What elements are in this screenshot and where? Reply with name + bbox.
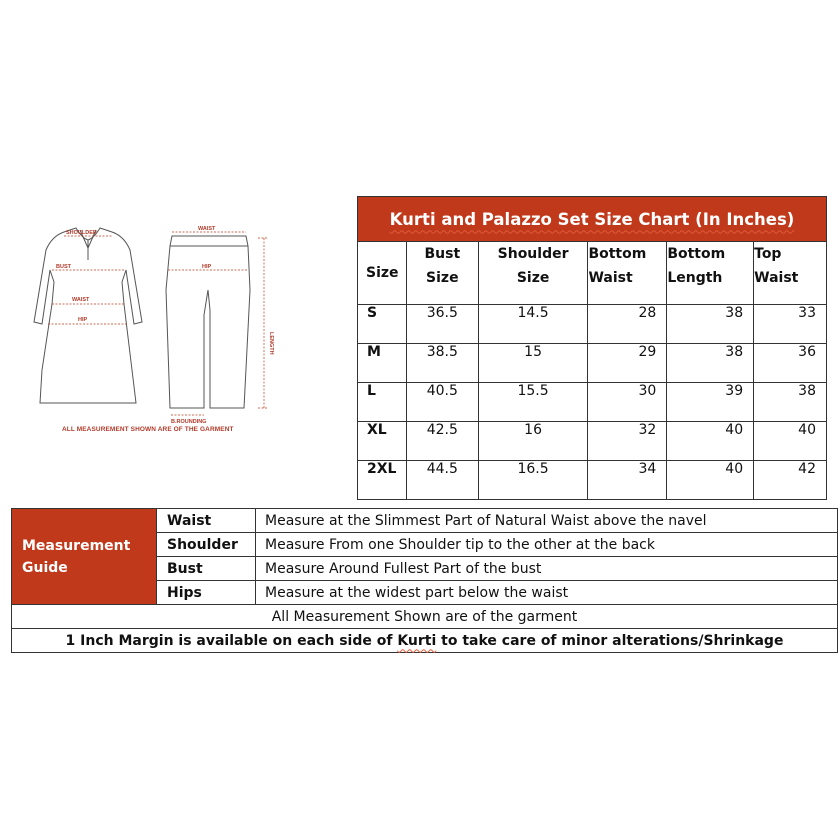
cell-bust: 38.5 bbox=[406, 344, 478, 383]
garment-illustration bbox=[28, 220, 298, 450]
cell-bottom-waist: 29 bbox=[588, 344, 667, 383]
kurti-outline bbox=[34, 228, 142, 403]
guide-description: Measure From one Shoulder tip to the other at the back bbox=[256, 533, 838, 557]
palazzo-label-hip: HIP bbox=[202, 264, 212, 270]
garment-diagram bbox=[28, 220, 298, 450]
measurement-guide-heading: Measurement Guide bbox=[12, 509, 157, 605]
cell-shoulder: 14.5 bbox=[478, 305, 588, 344]
kurti-label-shoulder: SHOULDER bbox=[66, 230, 97, 236]
cell-top-waist: 36 bbox=[754, 344, 827, 383]
cell-top-waist: 40 bbox=[754, 422, 827, 461]
cell-size: XL bbox=[358, 422, 407, 461]
table-row bbox=[358, 344, 827, 383]
table-row bbox=[358, 461, 827, 500]
margin-note: 1 Inch Margin is available on each side of Kurti to take care of minor alterations/Shrinkage bbox=[12, 629, 838, 653]
cell-top-waist: 42 bbox=[754, 461, 827, 500]
palazzo-measure-lines bbox=[168, 232, 268, 415]
cell-shoulder: 16 bbox=[478, 422, 588, 461]
size-chart-table bbox=[357, 196, 827, 500]
cell-bottom-length: 39 bbox=[667, 383, 754, 422]
cell-shoulder: 15.5 bbox=[478, 383, 588, 422]
header-bust: Bust Size bbox=[406, 242, 478, 305]
cell-bottom-length: 40 bbox=[667, 422, 754, 461]
guide-row-waist bbox=[12, 509, 838, 533]
cell-size: M bbox=[358, 344, 407, 383]
cell-top-waist: 33 bbox=[754, 305, 827, 344]
cell-shoulder: 16.5 bbox=[478, 461, 588, 500]
guide-term: Hips bbox=[157, 581, 256, 605]
kurti-label-hip: HIP bbox=[78, 317, 88, 323]
cell-bust: 40.5 bbox=[406, 383, 478, 422]
guide-term: Shoulder bbox=[157, 533, 256, 557]
size-chart-header-row bbox=[358, 242, 827, 305]
header-shoulder: Shoulder Size bbox=[478, 242, 588, 305]
header-top-waist: Top Waist bbox=[754, 242, 827, 305]
table-row bbox=[358, 305, 827, 344]
palazzo-label-bottom-rounding: B.ROUNDING bbox=[171, 419, 207, 425]
palazzo-outline bbox=[166, 236, 250, 408]
cell-size: S bbox=[358, 305, 407, 344]
cell-bottom-waist: 32 bbox=[588, 422, 667, 461]
cell-bottom-length: 38 bbox=[667, 344, 754, 383]
palazzo-label-waist: WAIST bbox=[198, 226, 216, 232]
cell-bottom-waist: 30 bbox=[588, 383, 667, 422]
cell-top-waist: 38 bbox=[754, 383, 827, 422]
header-size: Size bbox=[358, 242, 407, 305]
cell-bottom-waist: 28 bbox=[588, 305, 667, 344]
cell-bust: 42.5 bbox=[406, 422, 478, 461]
guide-description: Measure Around Fullest Part of the bust bbox=[256, 557, 838, 581]
header-bottom-waist: Bottom Waist bbox=[588, 242, 667, 305]
kurti-label-waist: WAIST bbox=[72, 297, 90, 303]
cell-bust: 36.5 bbox=[406, 305, 478, 344]
cell-shoulder: 15 bbox=[478, 344, 588, 383]
cell-bottom-waist: 34 bbox=[588, 461, 667, 500]
garment-measurement-note: All Measurement Shown are of the garment bbox=[12, 605, 838, 629]
kurti-label-bust: BUST bbox=[56, 264, 71, 270]
header-bottom-length: Bottom Length bbox=[667, 242, 754, 305]
guide-description: Measure at the Slimmest Part of Natural Waist above the navel bbox=[256, 509, 838, 533]
guide-description: Measure at the widest part below the waist bbox=[256, 581, 838, 605]
measurement-guide-table bbox=[11, 508, 838, 653]
cell-bottom-length: 40 bbox=[667, 461, 754, 500]
guide-term: Waist bbox=[157, 509, 256, 533]
cell-bottom-length: 38 bbox=[667, 305, 754, 344]
table-row bbox=[358, 422, 827, 461]
guide-term: Bust bbox=[157, 557, 256, 581]
cell-size: L bbox=[358, 383, 407, 422]
cell-size: 2XL bbox=[358, 461, 407, 500]
size-chart-title: Kurti and Palazzo Set Size Chart (In Inches) bbox=[358, 197, 827, 242]
palazzo-label-length: LENGTH bbox=[268, 332, 274, 355]
diagram-note: ALL MEASUREMENT SHOWN ARE OF THE GARMENT bbox=[62, 426, 234, 433]
table-row bbox=[358, 383, 827, 422]
cell-bust: 44.5 bbox=[406, 461, 478, 500]
